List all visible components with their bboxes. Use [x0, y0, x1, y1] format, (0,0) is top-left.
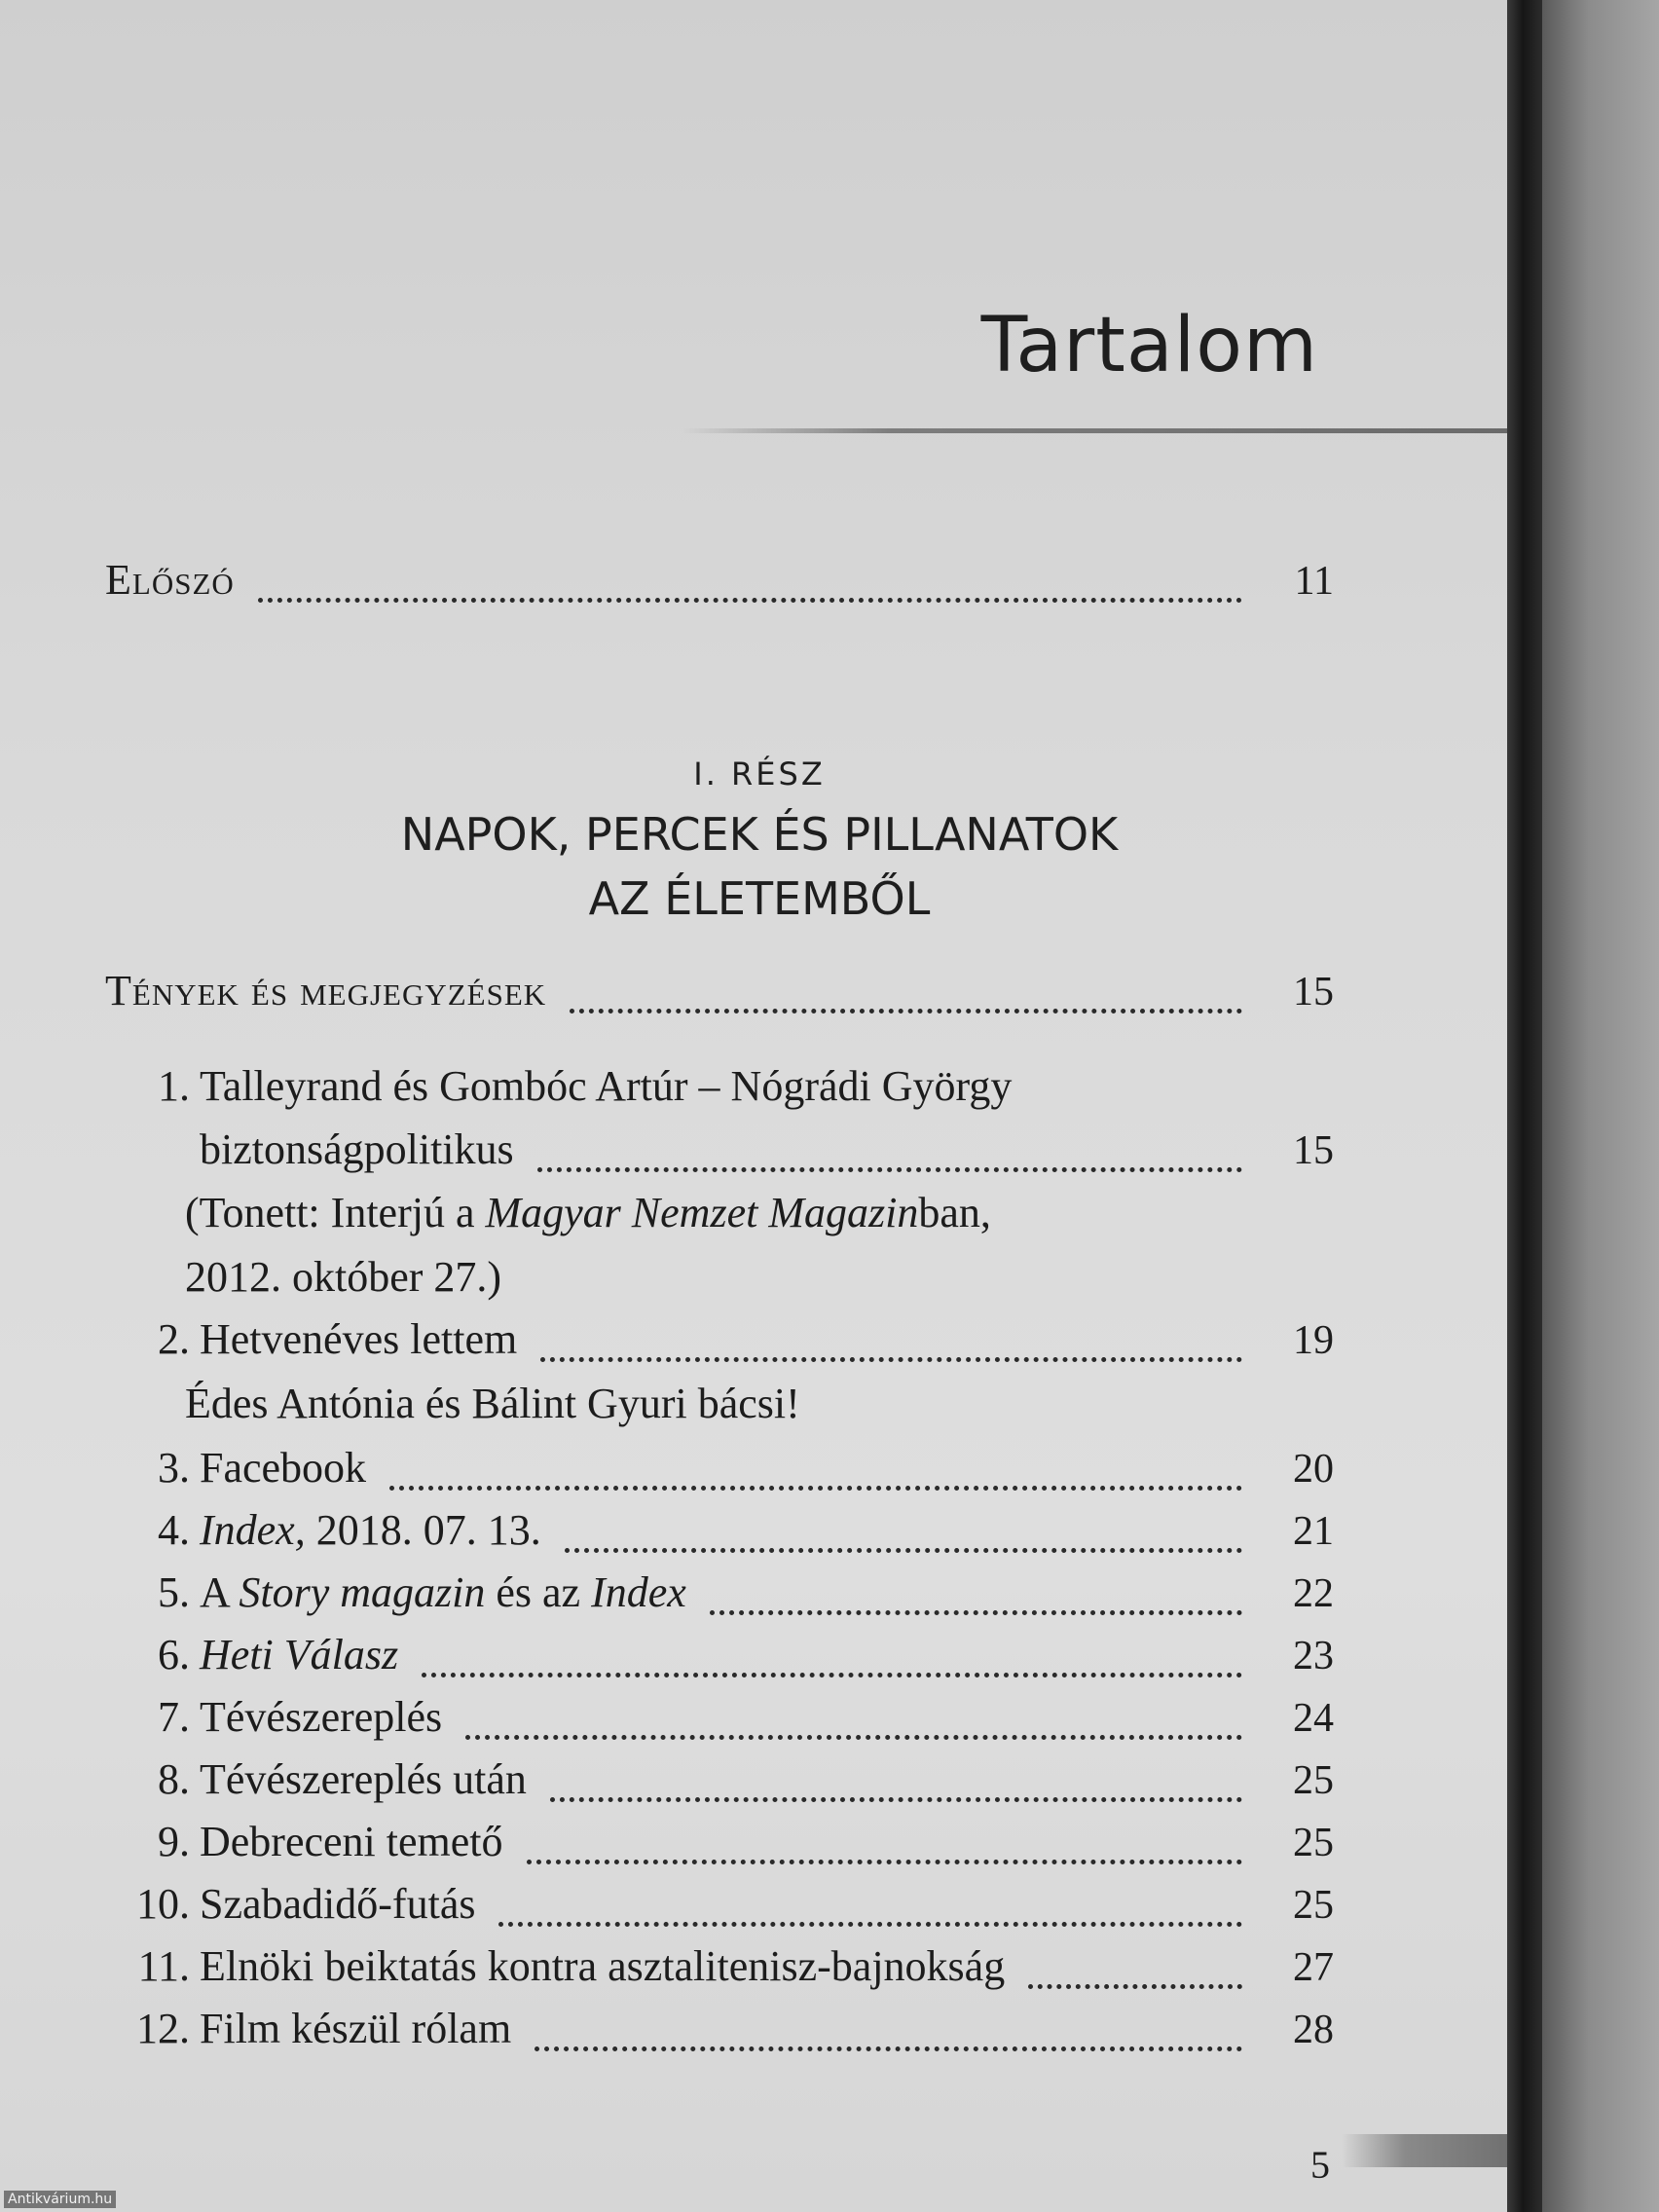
title-divider: [682, 428, 1519, 433]
entry-label-cont: biztonságpolitikus: [200, 1125, 514, 1173]
page-ref: 11: [1294, 559, 1334, 604]
toc-entry-foreword[interactable]: [0, 555, 1334, 617]
page-ref: 21: [1293, 1509, 1334, 1554]
entry-number: 3.: [158, 1444, 190, 1492]
toc-entry-7[interactable]: [0, 1692, 1334, 1754]
toc-entry-2[interactable]: [0, 1314, 1334, 1377]
part-title-line2: AZ ÉLETEMBŐL: [588, 872, 931, 925]
toc-entry-6[interactable]: [0, 1630, 1334, 1692]
entry-number: 9.: [158, 1818, 190, 1865]
page-number-bar: [1342, 2134, 1519, 2167]
foreword-label: Előszó: [105, 556, 235, 604]
section-label: Tények és megjegyzések: [105, 967, 547, 1014]
page-number: 5: [1310, 2143, 1330, 2187]
dot-leader: [258, 598, 1242, 603]
entry-label: Talleyrand és Gombóc Artúr – Nógrádi György: [200, 1062, 1013, 1110]
entry-label: Elnöki beiktatás kontra asztalitenisz-bajnokság: [200, 1942, 1006, 1990]
dot-leader: [710, 1610, 1242, 1615]
dot-leader: [498, 1922, 1242, 1927]
toc-entry-10[interactable]: [0, 1879, 1334, 1941]
dot-leader: [540, 1357, 1242, 1362]
page-ref: 20: [1293, 1447, 1334, 1492]
dot-leader: [527, 1860, 1242, 1864]
dot-leader: [570, 1009, 1242, 1014]
entry-label: A Story magazin és az Index: [200, 1568, 686, 1616]
entry-label: Tévészereplés után: [200, 1755, 527, 1803]
entry-label: Szabadidő-futás: [200, 1880, 476, 1928]
entry-number: 1.: [158, 1062, 190, 1110]
page-ref: 27: [1293, 1945, 1334, 1990]
toc-entry-5[interactable]: [0, 1567, 1334, 1630]
dot-leader: [565, 1548, 1242, 1553]
entry-number: 12.: [136, 2005, 190, 2052]
entry-number: 7.: [158, 1693, 190, 1741]
entry-label: Hetvenéves lettem: [200, 1315, 518, 1363]
toc-entry-section[interactable]: [0, 966, 1334, 1028]
dot-leader: [389, 1486, 1242, 1491]
page-ref: 25: [1293, 1821, 1334, 1865]
entry-label: Tévészereplés: [200, 1693, 443, 1741]
toc-entry-8[interactable]: [0, 1754, 1334, 1817]
toc-entry-9[interactable]: [0, 1817, 1334, 1879]
entry-label: Facebook: [200, 1444, 367, 1492]
entry-number: 5.: [158, 1568, 190, 1616]
page-ref: 15: [1293, 970, 1334, 1014]
dot-leader: [537, 1167, 1242, 1172]
page-ref: 23: [1293, 1634, 1334, 1678]
toc-entry-12[interactable]: [0, 2004, 1334, 2066]
background-shadow: [1542, 0, 1659, 2212]
entry-number: 11.: [137, 1942, 190, 1990]
page-ref: 25: [1293, 1758, 1334, 1803]
page-ref: 28: [1293, 2008, 1334, 2052]
page-ref: 19: [1293, 1318, 1334, 1363]
entry-label: Film készül rólam: [200, 2005, 512, 2052]
dot-leader: [550, 1797, 1242, 1802]
entry-number: 6.: [158, 1631, 190, 1678]
entry-label: Debreceni temető: [200, 1818, 503, 1865]
toc-entry-11[interactable]: [0, 1941, 1334, 2004]
toc-entry-1-cont[interactable]: [0, 1124, 1334, 1187]
watermark: Antikvárium.hu: [4, 2191, 116, 2208]
page-ref: 25: [1293, 1883, 1334, 1928]
dot-leader: [1028, 1984, 1242, 1989]
part-label: I. RÉSZ: [693, 756, 826, 793]
page-ref: 22: [1293, 1571, 1334, 1616]
page-title: Tartalom: [980, 302, 1318, 389]
entry-1-note-date: 2012. október 27.): [185, 1253, 502, 1301]
entry-number: 4.: [158, 1506, 190, 1554]
dot-leader: [465, 1735, 1242, 1740]
book-spine: [1507, 0, 1542, 2212]
toc-entry-1[interactable]: [0, 1061, 1334, 1124]
toc-entry-4[interactable]: [0, 1505, 1334, 1567]
entry-number: 2.: [158, 1315, 190, 1363]
entry-2-subtitle: Édes Antónia és Bálint Gyuri bácsi!: [185, 1380, 800, 1427]
dot-leader: [535, 2046, 1242, 2051]
part-title-line1: NAPOK, PERCEK ÉS PILLANATOK: [400, 808, 1119, 861]
dot-leader: [422, 1673, 1242, 1677]
entry-1-note: (Tonett: Interjú a Magyar Nemzet Magazinban,: [185, 1189, 991, 1236]
entry-number: 8.: [158, 1755, 190, 1803]
entry-label: Index, 2018. 07. 13.: [200, 1506, 541, 1554]
entry-number: 10.: [136, 1880, 190, 1928]
entry-label: Heti Válasz: [200, 1631, 399, 1678]
page-ref: 24: [1293, 1696, 1334, 1741]
toc-entry-3[interactable]: [0, 1443, 1334, 1505]
page-ref: 15: [1293, 1128, 1334, 1173]
